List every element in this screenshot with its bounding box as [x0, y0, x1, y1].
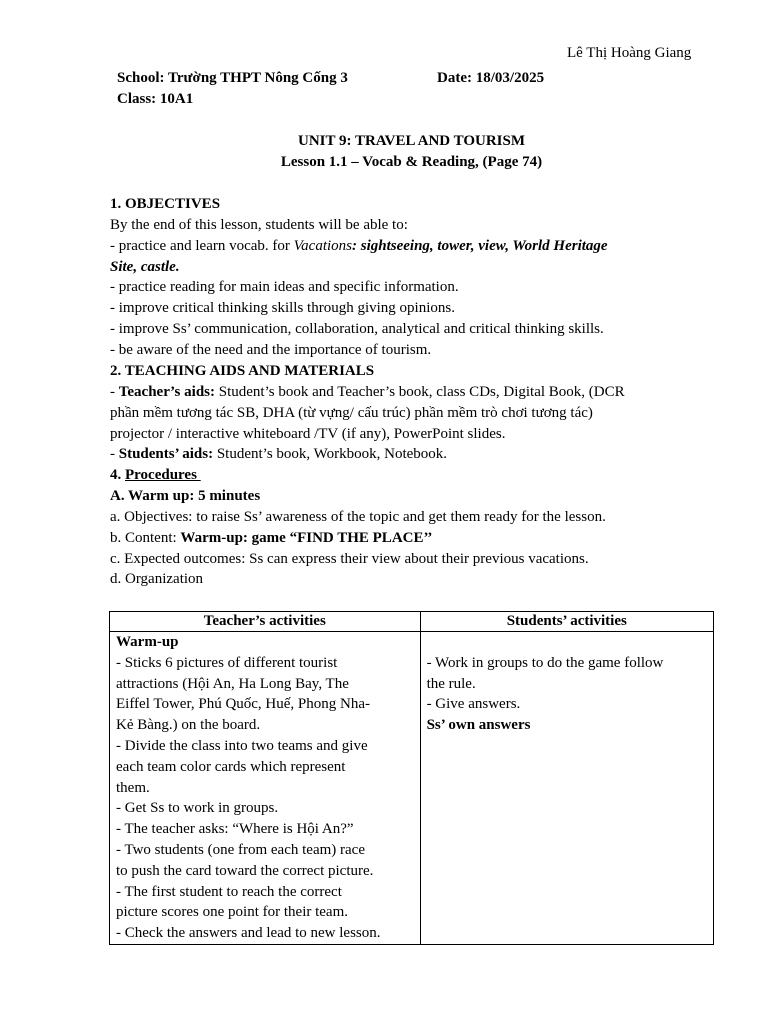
student-answer: Ss’ own answers — [426, 717, 531, 734]
content-prefix: b. Content: — [110, 530, 181, 546]
objective-vocab — [110, 236, 608, 257]
date-label: Date: 18/03/2025 — [437, 70, 545, 86]
teacher-activities-header: Teacher’s activities — [110, 612, 421, 632]
teacher-step-line: - Sticks 6 pictures of different tourist — [116, 654, 338, 671]
teacher-step-line: each team color cards which represent — [116, 758, 346, 775]
teacher-step-line: Eiffel Tower, Phú Quốc, Huế, Phong Nha- — [116, 696, 371, 713]
aids-heading: 2. TEACHING AIDS AND MATERIALS — [110, 363, 375, 379]
teacher-step-line: picture scores one point for their team. — [116, 904, 349, 921]
teacher-step-line: attractions (Hội An, Ha Long Bay, The — [116, 675, 349, 692]
school-label: School: Trường THPT Nông Cống 3 — [117, 70, 348, 86]
warmup-objectives: a. Objectives: to raise Ss’ awareness of the topic and get them ready for the lesson. — [110, 509, 606, 525]
activities-table — [109, 611, 714, 945]
teacher-step-line: - The first student to reach the correct — [116, 883, 342, 900]
objective-item: - practice reading for main ideas and specific information. — [110, 279, 459, 295]
warmup-content — [110, 528, 432, 549]
objective-item: - improve Ss’ communication, collaboration, analytical and critical thinking skills. — [110, 321, 604, 337]
objective-item: - be aware of the need and the importance of tourism. — [110, 342, 432, 358]
teacher-aids-text: Student’s book and Teacher’s book, class CDs, Digital Book, (DCR — [215, 384, 625, 400]
teacher-aids: - Teacher’s aids: Student’s book and Teacher’s book, class CDs, Digital Book, (DCR — [110, 384, 625, 400]
students-activities-cell — [420, 632, 713, 945]
teacher-step-line: - Check the answers and lead to new lesson. — [116, 925, 381, 942]
vocab-words-cont: Site, castle. — [110, 259, 180, 275]
teacher-step-line: to push the card toward the correct picture. — [116, 862, 374, 879]
students-aids-label: Students’ aids: — [118, 446, 214, 462]
teacher-activities-cell — [110, 632, 421, 945]
procedures-title: Procedures — [125, 467, 201, 483]
teacher-step-line: them. — [116, 779, 150, 796]
unit-title: UNIT 9: TRAVEL AND TOURISM — [297, 133, 525, 149]
student-step-line: - Give answers. — [426, 696, 521, 713]
teacher-aids-cont: projector / interactive whiteboard /TV (if any), PowerPoint slides. — [110, 426, 506, 442]
teacher-step-line: - Divide the class into two teams and give — [116, 737, 368, 754]
students-aids: - Students’ aids: Student’s book, Workbook, Notebook. — [110, 446, 448, 462]
objective-item: - improve critical thinking skills through giving opinions. — [110, 300, 455, 316]
warmup-organization: d. Organization — [110, 571, 204, 587]
teacher-step-line: - Get Ss to work in groups. — [116, 800, 279, 817]
procedures-number: 4. — [110, 467, 125, 483]
content-game: Warm-up: game “FIND THE PLACE’’ — [180, 530, 433, 546]
warmup-title: Warm-up — [116, 634, 179, 650]
students-aids-text: Student’s book, Workbook, Notebook. — [213, 446, 448, 462]
author-name: Lê Thị Hoàng Giang — [567, 45, 692, 61]
class-label: Class: 10A1 — [117, 91, 194, 107]
objectives-intro: By the end of this lesson, students will be able to: — [110, 217, 408, 233]
vocab-words: : sightseeing, tower, view, World Heritage — [352, 238, 608, 254]
vocab-prefix: - practice and learn vocab. for — [110, 238, 294, 254]
warmup-heading: A. Warm up: 5 minutes — [110, 488, 261, 504]
teacher-step-line: Kẻ Bàng.) on the board. — [116, 717, 261, 734]
lesson-title: Lesson 1.1 – Vocab & Reading, (Page 74) — [280, 154, 543, 170]
warmup-outcomes: c. Expected outcomes: Ss can express their view about their previous vacations. — [110, 551, 589, 567]
table-header-row — [110, 612, 714, 632]
students-activities-header: Students’ activities — [420, 612, 713, 632]
teacher-step-line: - Two students (one from each team) race — [116, 841, 365, 858]
objectives-heading: 1. OBJECTIVES — [110, 196, 221, 212]
student-step-line: - Work in groups to do the game follow — [426, 654, 664, 671]
table-row — [110, 632, 714, 945]
teacher-aids-label: Teacher’s aids: — [118, 384, 215, 400]
vocab-topic: Vacations — [293, 238, 352, 254]
student-step-line: the rule. — [426, 675, 476, 692]
teacher-step-line: - The teacher asks: “Where is Hội An?” — [116, 821, 354, 838]
teacher-aids-cont: phần mềm tương tác SB, DHA (từ vựng/ cấu trúc) phần mềm trò chơi tương tác) — [110, 405, 593, 421]
procedures-heading — [110, 465, 201, 486]
